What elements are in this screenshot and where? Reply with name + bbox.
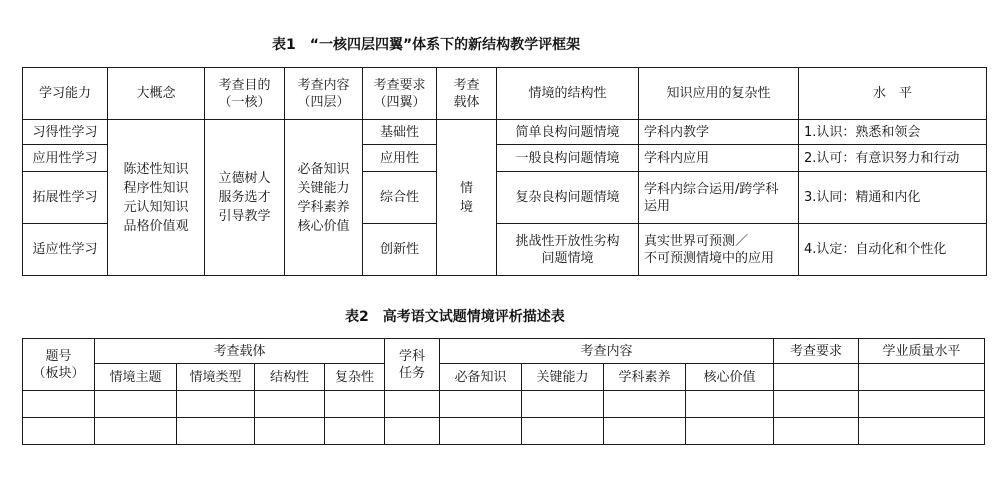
ability-cell: 适应性学习 bbox=[23, 224, 108, 276]
complexity-line: 运用 bbox=[644, 198, 671, 214]
subheader-content: 核心价值 bbox=[686, 364, 774, 391]
subheader-carrier: 复杂性 bbox=[325, 364, 385, 391]
table2 bbox=[22, 338, 985, 445]
empty-cell bbox=[255, 418, 325, 445]
header-carrier: 考查载体 bbox=[95, 339, 385, 364]
empty-cell bbox=[859, 418, 985, 445]
empty-cell bbox=[859, 391, 985, 418]
empty-cell bbox=[325, 391, 385, 418]
header-ability: 学习能力 bbox=[23, 68, 108, 120]
header-task-line2: 任务 bbox=[399, 365, 426, 381]
purpose-item: 服务选才 bbox=[218, 190, 271, 205]
header-requirement: 考查要求 bbox=[774, 339, 859, 364]
requirement-cell: 综合性 bbox=[363, 172, 437, 224]
level-cell: 3.认同：精通和内化 bbox=[799, 172, 987, 224]
subheader-carrier: 情境类型 bbox=[177, 364, 255, 391]
content-item: 关键能力 bbox=[297, 180, 350, 196]
complexity-cell bbox=[639, 224, 799, 276]
header-content-line2: （四层） bbox=[297, 94, 350, 110]
table-row bbox=[23, 418, 985, 445]
subheader-carrier: 结构性 bbox=[255, 364, 325, 391]
situation-line: 挑战性开放性劣构 bbox=[515, 233, 620, 249]
content-item: 必备知识 bbox=[297, 161, 350, 177]
carrier-char: 情 bbox=[459, 180, 473, 196]
complexity-line: 不可预测情境中的应用 bbox=[644, 250, 775, 266]
ability-cell: 应用性学习 bbox=[23, 145, 108, 172]
concept-item: 陈述性知识 bbox=[123, 161, 189, 177]
header-task bbox=[385, 339, 440, 391]
empty-cell bbox=[255, 391, 325, 418]
header-purpose-line1: 考查目的 bbox=[218, 77, 271, 93]
header-concept: 大概念 bbox=[108, 68, 205, 120]
content-cell bbox=[285, 120, 363, 276]
empty-cell bbox=[774, 418, 859, 445]
situation-cell bbox=[497, 224, 639, 276]
empty-cell bbox=[522, 418, 604, 445]
header-complexity: 知识应用的复杂性 bbox=[639, 68, 799, 120]
header-requirement bbox=[363, 68, 437, 120]
level-cell: 2.认可：有意识努力和行动 bbox=[799, 145, 987, 172]
empty-cell bbox=[440, 391, 522, 418]
situation-cell: 复杂良构问题情境 bbox=[497, 172, 639, 224]
content-item: 核心价值 bbox=[297, 218, 350, 234]
empty-cell bbox=[774, 391, 859, 418]
situation-cell: 一般良构问题情境 bbox=[497, 145, 639, 172]
complexity-cell: 学科内教学 bbox=[639, 120, 799, 145]
header-number-line1: 题号 bbox=[45, 348, 72, 364]
header-content-line1: 考查内容 bbox=[297, 77, 350, 93]
header-requirement-line1: 考查要求 bbox=[373, 77, 426, 93]
requirement-cell: 创新性 bbox=[363, 224, 437, 276]
empty-cell bbox=[177, 418, 255, 445]
empty-cell bbox=[177, 391, 255, 418]
ability-cell: 习得性学习 bbox=[23, 120, 108, 145]
header-carrier bbox=[437, 68, 497, 120]
complexity-line: 学科内综合运用/跨学科 bbox=[644, 181, 779, 197]
header-task-line1: 学科 bbox=[399, 348, 426, 364]
complexity-line: 真实世界可预测／ bbox=[644, 233, 749, 249]
carrier-cell bbox=[437, 120, 497, 276]
empty-cell bbox=[23, 418, 95, 445]
purpose-item: 立德树人 bbox=[218, 171, 271, 186]
header-quality: 学业质量水平 bbox=[859, 339, 985, 364]
concept-item: 品格价值观 bbox=[123, 218, 189, 234]
empty-cell bbox=[95, 418, 177, 445]
ability-cell: 拓展性学习 bbox=[23, 172, 108, 224]
empty-cell bbox=[385, 418, 440, 445]
empty-cell bbox=[385, 391, 440, 418]
table1-caption: 表1 “一核四层四翼”体系下的新结构教学评框架 bbox=[272, 37, 581, 53]
empty-cell bbox=[859, 364, 985, 391]
empty-cell bbox=[604, 391, 686, 418]
header-purpose-line2: （一核） bbox=[218, 94, 271, 110]
header-purpose bbox=[205, 68, 285, 120]
header-number-line2: （板块） bbox=[32, 365, 85, 381]
header-carrier-line1: 考查 bbox=[453, 77, 480, 93]
carrier-char: 境 bbox=[459, 199, 473, 215]
subheader-content: 关键能力 bbox=[522, 364, 604, 391]
empty-cell bbox=[774, 364, 859, 391]
header-level: 水 平 bbox=[799, 68, 987, 120]
complexity-cell: 学科内应用 bbox=[639, 145, 799, 172]
purpose-item: 引导教学 bbox=[218, 209, 271, 224]
header-content: 考查内容 bbox=[440, 339, 774, 364]
header-carrier-line2: 载体 bbox=[453, 94, 480, 110]
subheader-content: 学科素养 bbox=[604, 364, 686, 391]
content-item: 学科素养 bbox=[297, 199, 350, 215]
empty-cell bbox=[23, 391, 95, 418]
concept-cell bbox=[108, 120, 205, 276]
complexity-cell bbox=[639, 172, 799, 224]
empty-cell bbox=[325, 418, 385, 445]
purpose-cell bbox=[205, 120, 285, 276]
level-cell: 1.认识：熟悉和领会 bbox=[799, 120, 987, 145]
empty-cell bbox=[686, 418, 774, 445]
table2-caption: 表2 高考语文试题情境评析描述表 bbox=[345, 309, 565, 325]
header-number bbox=[23, 339, 95, 391]
situation-line: 问题情境 bbox=[541, 250, 594, 266]
header-requirement-line2: （四翼） bbox=[373, 94, 426, 110]
empty-cell bbox=[522, 391, 604, 418]
concept-item: 程序性知识 bbox=[123, 180, 189, 196]
empty-cell bbox=[95, 391, 177, 418]
empty-cell bbox=[440, 418, 522, 445]
situation-cell: 简单良构问题情境 bbox=[497, 120, 639, 145]
empty-cell bbox=[686, 391, 774, 418]
concept-item: 元认知知识 bbox=[123, 199, 189, 215]
table1 bbox=[22, 67, 987, 276]
requirement-cell: 基础性 bbox=[363, 120, 437, 145]
header-situation: 情境的结构性 bbox=[497, 68, 639, 120]
table-row bbox=[23, 391, 985, 418]
requirement-cell: 应用性 bbox=[363, 145, 437, 172]
header-content bbox=[285, 68, 363, 120]
subheader-content: 必备知识 bbox=[440, 364, 522, 391]
level-cell: 4.认定：自动化和个性化 bbox=[799, 224, 987, 276]
empty-cell bbox=[604, 418, 686, 445]
subheader-carrier: 情境主题 bbox=[95, 364, 177, 391]
